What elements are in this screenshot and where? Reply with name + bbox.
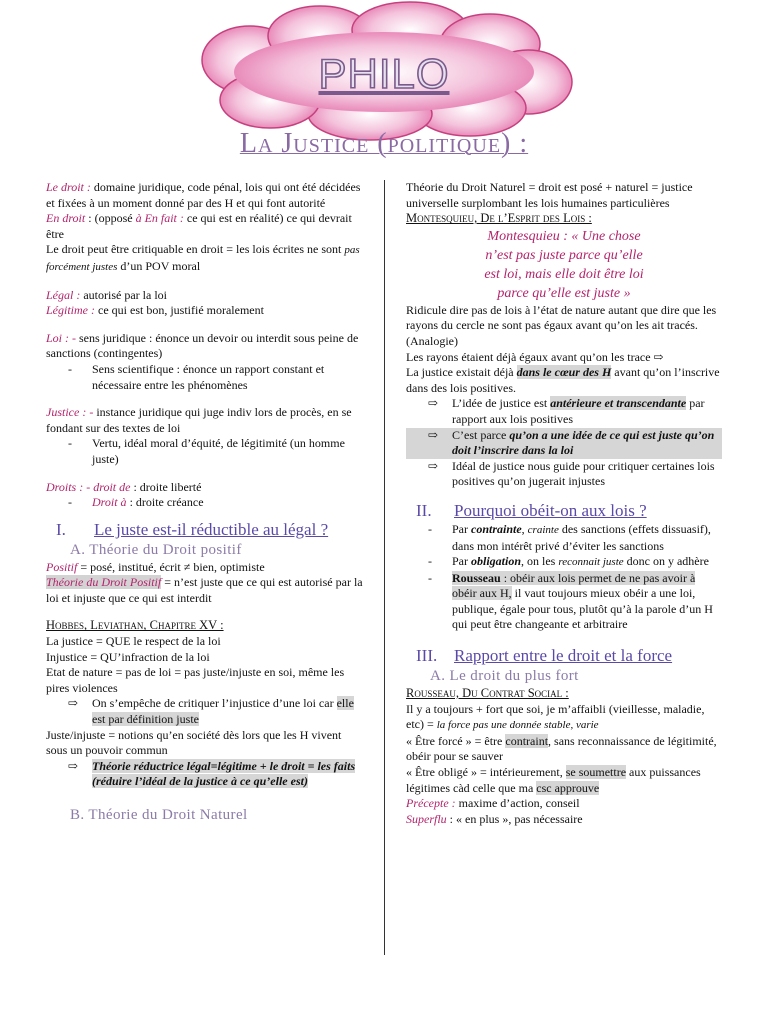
hobbes-arrow-1: ⇨ On s’empêche de critiquer l’injustice d’une loi car elle est par définition juste xyxy=(68,696,354,727)
section-1b-heading: B. Théorie du Droit Naturel xyxy=(70,807,248,823)
arrow-right-icon: ⇨ xyxy=(68,758,79,773)
def-en-droit: En droit : (opposé à En fait : ce qui est en réalité) ce qui devrait être xyxy=(46,211,352,241)
page-title: PHILO xyxy=(318,50,450,97)
def-loi: Loi : - sens juridique : énonce un devoir ou interdit sous peine de sanctions (contingentes) xyxy=(46,330,359,361)
section-3a-heading: A. Le droit du plus fort xyxy=(430,668,579,685)
rousseau-reference: Rousseau, Du Contrat Social : xyxy=(406,686,569,701)
hobbes-2: Injustice = QU’infraction de la loi xyxy=(46,649,210,664)
def-tdp: Théorie du Droit Positif = n’est juste que ce qui est autorisé par la loi et injuste que ce qui est interdit xyxy=(46,575,363,605)
header xyxy=(0,0,768,180)
def-droits: Droits : - droit de : droite liberté xyxy=(46,479,202,494)
obeir-contrainte: - Par contrainte, crainte des sanctions (effets dissuasif), dans mon intérêt privé d’éviter les sanctions xyxy=(406,522,722,554)
def-justice: Justice : - instance juridique qui juge indiv lors de procès, en se fondant sur des textes de loi xyxy=(46,405,352,435)
arrow-item-2: ⇨ C’est parce qu’on a une idée de ce qui est juste qu’on doit l’inscrire dans la loi xyxy=(406,428,722,459)
hobbes-3: Etat de nature = pas de loi = pas juste/injuste en soi, même les pires violences xyxy=(46,665,345,695)
def-justice-vertu: - Vertu, idéal moral d’équité, de légitimité (un homme juste) xyxy=(46,436,364,467)
def-positif: Positif = posé, institué, écrit ≠ bien, optimiste xyxy=(46,559,265,574)
arrow-item-1: ⇨ L’idée de justice est antérieure et transcendante par rapport aux lois positives xyxy=(428,396,705,426)
column-divider xyxy=(384,180,385,955)
def-legal: Légal : autorisé par la loi xyxy=(46,287,167,302)
arrow-item-3: ⇨ Idéal de justice nous guide pour critiquer certaines lois positives qu’on jugerait injustes xyxy=(428,458,715,489)
rayons-text: Les rayons étaient déjà égaux avant qu’on les trace ⇨ xyxy=(406,349,664,364)
section-3-heading: III. Rapport entre le droit et la force xyxy=(416,646,673,666)
arrow-right-icon: ⇨ xyxy=(428,458,439,473)
obeir-obligation: - Par obligation, on les reconnait juste donc on y adhère xyxy=(406,554,722,571)
hobbes-4: Juste/injuste = notions qu’en société dès lors que les H vivent sous un pouvoir commun xyxy=(46,727,342,758)
rousseau-2: « Être forcé » = être contraint, sans reconnaissance de légitimité, obéir pour se sauver xyxy=(406,733,717,764)
def-droit: Le droit : domaine juridique, code pénal, lois qui ont été décidées et fixées à un moment donné par des H et qui font autorité xyxy=(46,180,361,210)
arrow-right-icon: ⇨ xyxy=(68,696,79,711)
page-subtitle: La Justice (politique) : xyxy=(239,128,529,159)
def-loi-sci: - Sens scientifique : énonce un rapport constant et nécessaire entre les phénomènes xyxy=(46,362,364,393)
section-2-heading: II. Pourquoi obéit-on aux lois ? xyxy=(416,500,647,520)
hobbes-arrow-2: ⇨ Théorie réductrice légal=légitime + le droit = les faits (réduire l’idéal de la justice à ce qu’elle est) xyxy=(68,758,356,789)
montesquieu-quote: Montesquieu : « Une chose n’est pas juste parce qu’elle est loi, mais elle doit être loi parce qu’elle est juste » xyxy=(484,228,644,301)
def-precepte: Précepte : maxime d’action, conseil xyxy=(406,796,580,811)
section-1a-heading: A. Théorie du Droit positif xyxy=(70,541,242,558)
arrow-right-icon: ⇨ xyxy=(428,396,439,411)
montesquieu-reference: Montesquieu, De l’Esprit des Lois : xyxy=(406,211,592,226)
obeir-rousseau: - Rousseau : obéir aux lois permet de ne pas avoir à obéir aux H, il vaut toujours mieux obéir a une loi, publique, égale pour tous, plutôt qu’à la parole d’un H qui peut être changeante et arbitraire xyxy=(406,571,722,633)
def-legitime: Légitime : ce qui est bon, justifié moralement xyxy=(46,303,264,318)
def-droit-a: - Droit à : droite créance xyxy=(46,495,364,511)
justice-existait: La justice existait déjà dans le cœur des H avant qu’on l’inscrive dans des lois positives. xyxy=(406,365,720,395)
hobbes-reference: Hobbes, Leviathan, Chapitre XV : xyxy=(46,618,224,633)
section-1-heading: I. Le juste est-il réductible au légal ? xyxy=(56,519,329,539)
analogie-text: Ridicule dire pas de lois à l’état de nature autant que dire que les rayons du cercle ne sont pas égaux avant qu’on les ait tracés. (Analogie) xyxy=(406,302,717,348)
rousseau-1: Il y a toujours + fort que soi, je m’affaibli (vieillesse, maladie, etc) = la force pas une donnée stable, varie xyxy=(406,701,705,732)
def-superflu: Superflu : « en plus », pas nécessaire xyxy=(406,811,583,826)
left-column xyxy=(46,180,364,825)
right-column xyxy=(406,180,722,827)
droit-critique: Le droit peut être critiquable en droit = les lois écrites ne sont pas forcément justes d’un POV moral xyxy=(46,242,360,273)
tdn-definition: Théorie du Droit Naturel = droit est posé + naturel = justice universelle surplombant les lois humaines particulières xyxy=(406,180,693,210)
arrow-right-icon: ⇨ xyxy=(428,427,439,442)
rousseau-3: « Être obligé » = intérieurement, se soumettre aux puissances légitimes càd celle que ma csc approuve xyxy=(406,765,701,795)
hobbes-1: La justice = QUE le respect de la loi xyxy=(46,634,221,649)
